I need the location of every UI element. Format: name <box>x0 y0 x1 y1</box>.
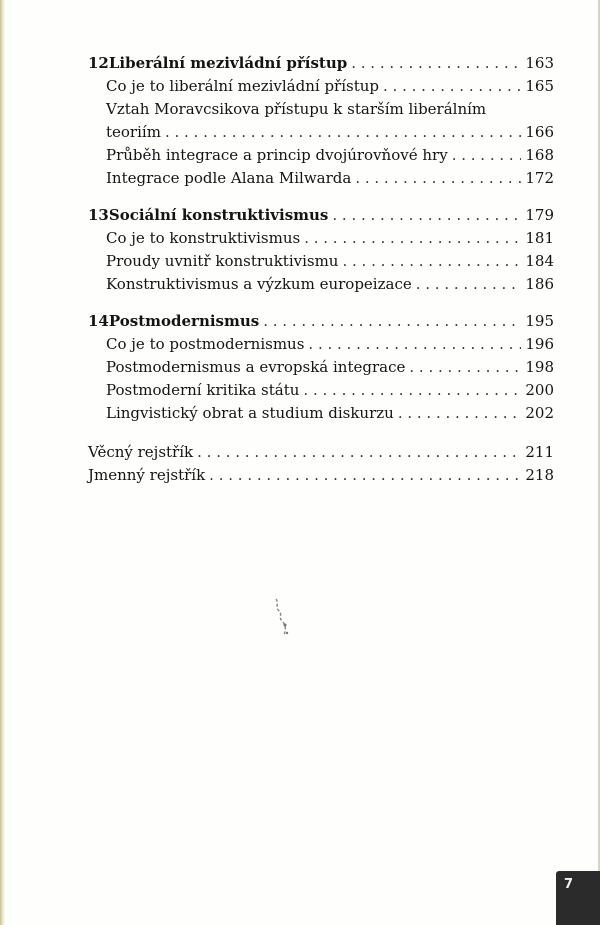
chapter-page-number: 179 <box>525 206 554 224</box>
toc-entry[interactable] <box>88 402 554 425</box>
index-title: Jmenný rejstřík <box>88 466 206 484</box>
entry-page-number: 172 <box>525 169 554 187</box>
dot-leader <box>332 204 521 227</box>
dot-leader <box>197 441 521 464</box>
ink-smudge-icon <box>270 595 294 643</box>
dot-leader <box>165 121 521 144</box>
toc-entry[interactable] <box>88 356 554 379</box>
entry-title: Konstruktivismus a výzkum europeizace <box>106 275 412 293</box>
chapter-page-number: 163 <box>525 54 554 72</box>
index-title: Věcný rejstřík <box>88 443 194 461</box>
entry-page-number: 168 <box>525 146 554 164</box>
entry-title: teoriím <box>106 123 161 141</box>
toc-entry[interactable] <box>88 250 554 273</box>
entry-page-number: 198 <box>525 358 554 376</box>
chapter-title: Postmodernismus <box>108 312 260 330</box>
index-page-number: 211 <box>525 443 554 461</box>
dot-leader <box>416 273 522 296</box>
toc-entry[interactable] <box>88 75 554 98</box>
toc-entry[interactable] <box>88 273 554 296</box>
entry-title-line1: Vztah Moravcsikova přístupu k starším liberálním <box>106 100 487 118</box>
dot-leader <box>452 144 522 167</box>
dot-leader <box>308 333 521 356</box>
page-number-tab <box>556 871 600 925</box>
dot-leader <box>383 75 521 98</box>
entry-page-number: 184 <box>525 252 554 270</box>
entry-title: Proudy uvnitř konstruktivismu <box>106 252 339 270</box>
toc-entry[interactable] <box>88 144 554 167</box>
entry-title: Co je to konstruktivismus <box>106 229 301 247</box>
entry-title: Lingvistický obrat a studium diskurzu <box>106 404 394 422</box>
entry-page-number: 166 <box>525 123 554 141</box>
dot-leader <box>398 402 522 425</box>
dot-leader <box>351 52 521 75</box>
table-of-contents <box>88 52 554 487</box>
entry-title: Co je to liberální mezivládní přístup <box>106 77 380 95</box>
entry-title: Postmodernismus a evropská integrace <box>106 358 406 376</box>
entry-page-number: 202 <box>525 404 554 422</box>
entry-title: Co je to postmodernismus <box>106 335 305 353</box>
chapter-number: 12 <box>88 54 109 72</box>
index-page-number: 218 <box>525 466 554 484</box>
chapter-number: 13 <box>88 206 109 224</box>
toc-index-subject[interactable] <box>88 441 554 464</box>
dot-leader <box>342 250 521 273</box>
dot-leader <box>304 227 521 250</box>
entry-title: Průběh integrace a princip dvojúrovňové hry <box>106 146 448 164</box>
toc-entry[interactable] <box>88 333 554 356</box>
dot-leader <box>303 379 521 402</box>
entry-page-number: 181 <box>525 229 554 247</box>
toc-chapter-12[interactable] <box>88 52 554 75</box>
entry-page-number: 165 <box>525 77 554 95</box>
entry-page-number: 200 <box>525 381 554 399</box>
chapter-number: 14 <box>88 312 109 330</box>
entry-page-number: 186 <box>525 275 554 293</box>
entry-page-number: 196 <box>525 335 554 353</box>
toc-chapter-14[interactable] <box>88 310 554 333</box>
toc-chapter-13[interactable] <box>88 204 554 227</box>
dot-leader <box>409 356 521 379</box>
dot-leader <box>263 310 521 333</box>
entry-title: Postmoderní kritika státu <box>106 381 300 399</box>
dot-leader <box>209 464 521 487</box>
chapter-page-number: 195 <box>525 312 554 330</box>
toc-entry[interactable] <box>88 121 554 144</box>
page-edge-left <box>0 0 5 925</box>
chapter-title: Liberální mezivládní přístup <box>108 54 348 72</box>
folio-number: 7 <box>564 877 574 892</box>
entry-title: Integrace podle Alana Milwarda <box>106 169 352 187</box>
chapter-title: Sociální konstruktivismus <box>108 206 329 224</box>
toc-entry[interactable] <box>88 379 554 402</box>
toc-entry[interactable] <box>88 227 554 250</box>
toc-entry[interactable] <box>88 167 554 190</box>
toc-index-names[interactable] <box>88 464 554 487</box>
dot-leader <box>355 167 521 190</box>
